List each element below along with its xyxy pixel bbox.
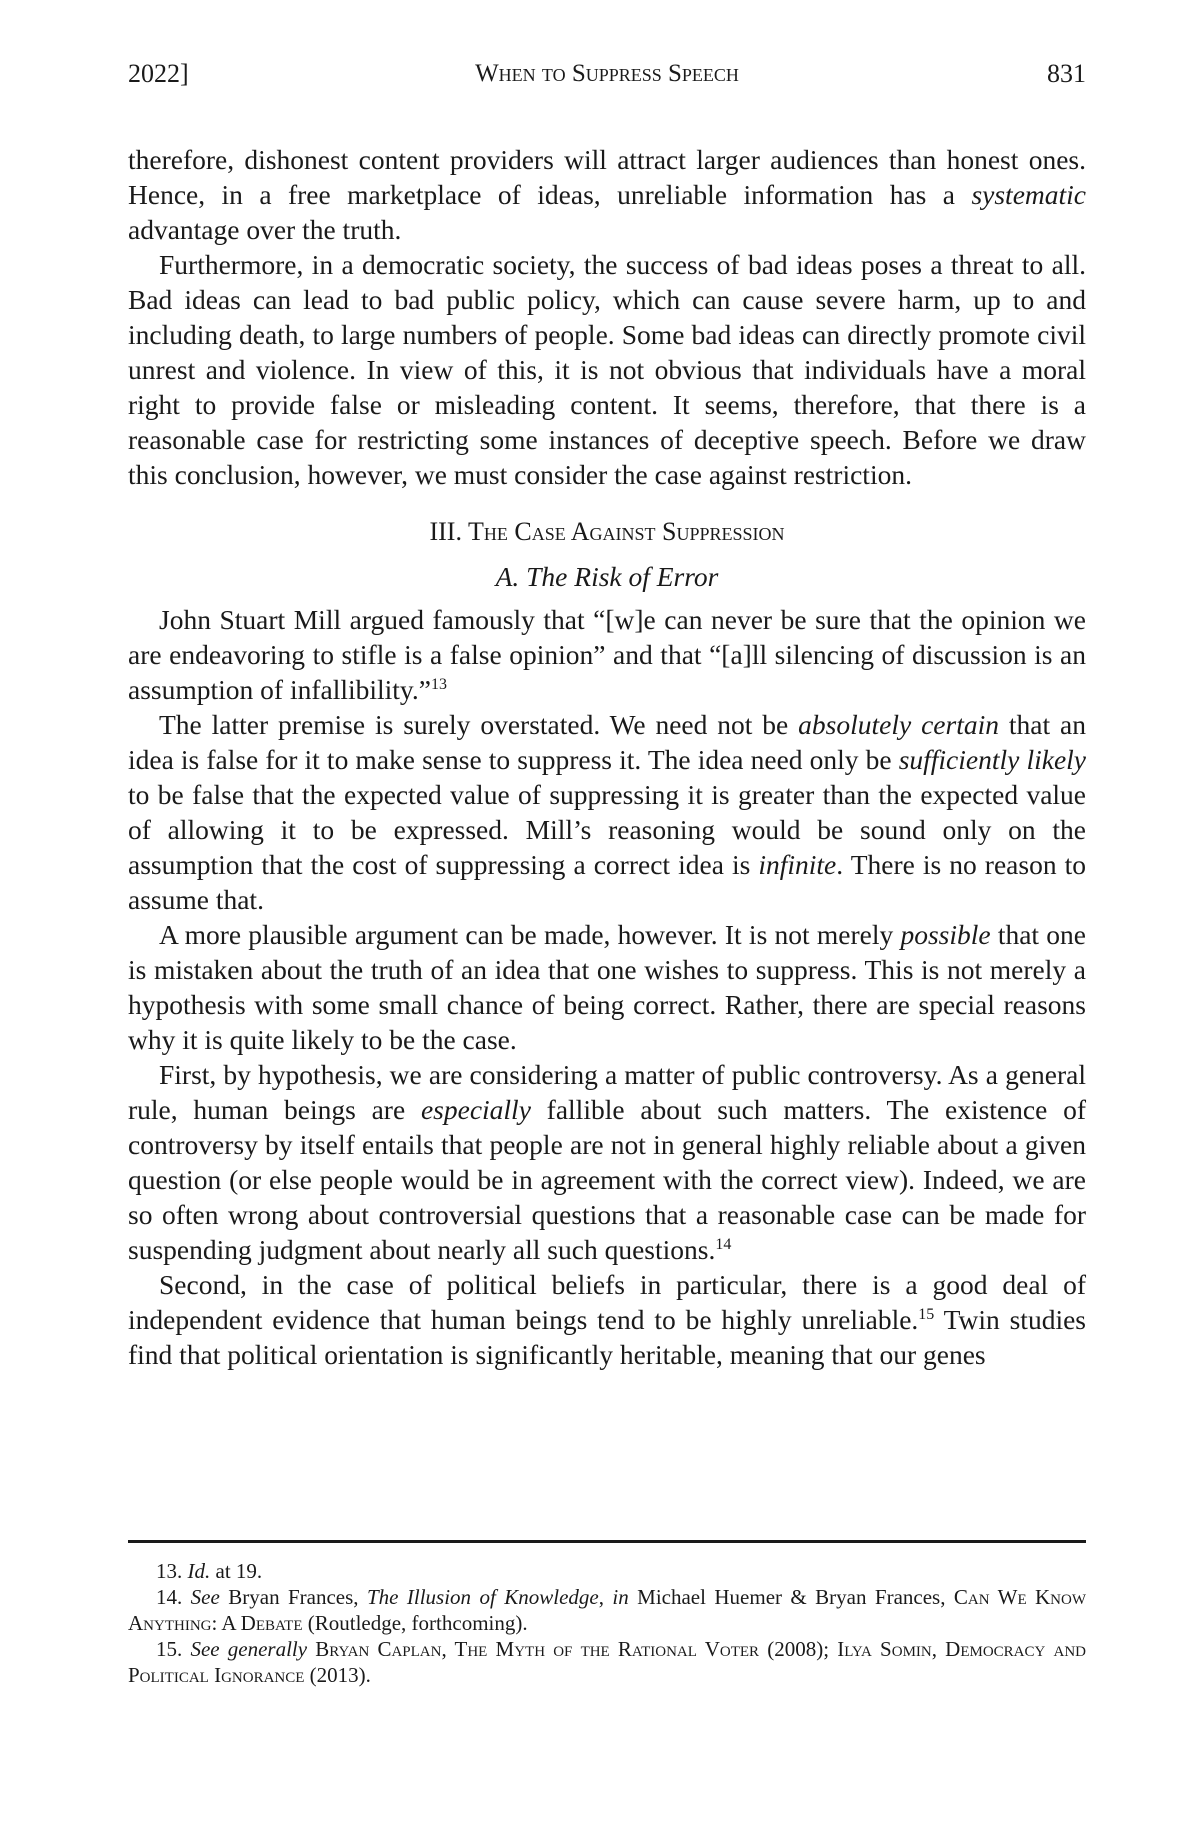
italic-run: The Illusion of Knowledge xyxy=(366,1585,599,1609)
footnote-14 xyxy=(128,1584,1086,1636)
footnotes xyxy=(128,1558,1086,1688)
italic-run: See generally xyxy=(190,1637,308,1661)
footnote-number: 13. xyxy=(156,1559,183,1583)
text-run: John Stuart Mill argued famously that “[w]e can never be sure that the opinion we are endeavoring to stifle is a false opinion” and that “[a]ll silencing of discussion is an assumption of infallibility.” xyxy=(128,604,1086,705)
footnote-ref-15[interactable]: 15 xyxy=(918,1306,935,1323)
italic-run: possible xyxy=(900,919,991,950)
italic-run: infinite xyxy=(758,849,837,880)
footnote-15 xyxy=(128,1636,1086,1688)
text-run: Second, in the case of political beliefs in particular, there is a good deal of independent evidence that human beings tend to be highly unreliable. xyxy=(128,1269,1086,1335)
text-run: that an idea is false for it to make sense to suppress it. The idea need only be xyxy=(128,709,1086,775)
running-title: When to Suppress Speech xyxy=(475,60,739,87)
small-caps-run: Can We Know Anything: A Debate xyxy=(128,1585,1087,1635)
text-run: The latter premise is surely overstated. We need not be xyxy=(159,709,799,740)
footnote-divider xyxy=(128,1540,1086,1543)
text-run: . There is no reason to assume that. xyxy=(128,849,1087,915)
paragraph-3 xyxy=(128,602,1086,707)
text-run: therefore, dishonest content providers will attract larger audiences than honest ones. Hence, in a free marketplace of ideas, unreliable information has a xyxy=(128,144,1086,210)
paragraph-6 xyxy=(128,1057,1086,1267)
text-run: First, by hypothesis, we are considering a matter of public controversy. As a general rule, human beings are xyxy=(128,1059,1086,1125)
small-caps-run: Ilya Somin, Democracy and Political Ignorance xyxy=(128,1637,1087,1687)
footnote-ref-13[interactable]: 13 xyxy=(430,676,447,693)
section-heading: III. The Case Against Suppression xyxy=(429,517,785,546)
running-head xyxy=(128,56,1086,92)
text-run: at 19. xyxy=(210,1559,263,1583)
paragraph-4 xyxy=(128,707,1086,917)
subsection-heading: A. The Risk of Error xyxy=(495,561,719,592)
italic-run: absolutely certain xyxy=(798,709,999,740)
text-run: (2008); xyxy=(759,1637,838,1661)
italic-run: See xyxy=(190,1585,220,1609)
footnote-number: 15. xyxy=(156,1637,183,1661)
text-run: Bryan Frances, xyxy=(219,1585,367,1609)
footnote-number: 14. xyxy=(156,1585,183,1609)
paragraph-1 xyxy=(128,142,1086,247)
text-run: advantage over the truth. xyxy=(128,214,402,245)
text-run: fallible about such matters. The existence of controversy by itself entails that people are not in general highly reliable about a given question (or else people would be in agreement with the correct view). Indeed, we are so often wrong about controversial questions that a reasonable case can be made for suspending judgment about nearly all such questions. xyxy=(128,1094,1086,1265)
text-run: (Routledge, forthcoming). xyxy=(302,1611,528,1635)
footnote-ref-14[interactable]: 14 xyxy=(715,1236,732,1253)
small-caps-run: Bryan Caplan, The Myth of the Rational Voter xyxy=(315,1637,760,1661)
paragraph-2: Furthermore, in a democratic society, the success of bad ideas poses a threat to all. Bad ideas can lead to bad public policy, which can cause severe harm, up to and including death, to large numbers of people. Some bad ideas can directly promote civil unrest and violence. In view of this, it is not obvious that individuals have a moral right to provide false or misleading content. It seems, therefore, that there is a reasonable case for restricting some instances of deceptive speech. Before we draw this conclusion, however, we must consider the case against restriction. xyxy=(128,249,1086,490)
body-text xyxy=(128,142,1086,1372)
text-run: that one is mistaken about the truth of an idea that one wishes to suppress. This is not merely a hypothesis with some small chance of being correct. Rather, there are special reasons why it is quite likely to be the case. xyxy=(128,919,1086,1055)
text-run: A more plausible argument can be made, however. It is not merely xyxy=(159,919,901,950)
text-run: (2013). xyxy=(304,1663,371,1687)
italic-run: Id. xyxy=(187,1559,211,1583)
text-run: , xyxy=(598,1585,613,1609)
paragraph-5 xyxy=(128,917,1086,1057)
italic-run: especially xyxy=(420,1094,531,1125)
paragraph-7 xyxy=(128,1267,1086,1372)
volume-year: 2022] xyxy=(128,59,189,88)
italic-run: systematic xyxy=(971,179,1086,210)
page-number: 831 xyxy=(1047,59,1086,88)
italic-run: sufficiently likely xyxy=(898,744,1086,775)
text-run: Twin studies find that political orientation is significantly heritable, meaning that our genes xyxy=(128,1304,1086,1370)
text-run: to be false that the expected value of suppressing it is greater than the expected value of allowing it to be expressed. Mill’s reasoning would be sound only on the assumption that the cost of suppressing a correct idea is xyxy=(128,779,1086,880)
document-page xyxy=(128,0,1086,1824)
footnote-13 xyxy=(128,1558,1086,1584)
italic-run: in xyxy=(612,1585,629,1609)
text-run: Michael Huemer & Bryan Frances, xyxy=(628,1585,954,1609)
